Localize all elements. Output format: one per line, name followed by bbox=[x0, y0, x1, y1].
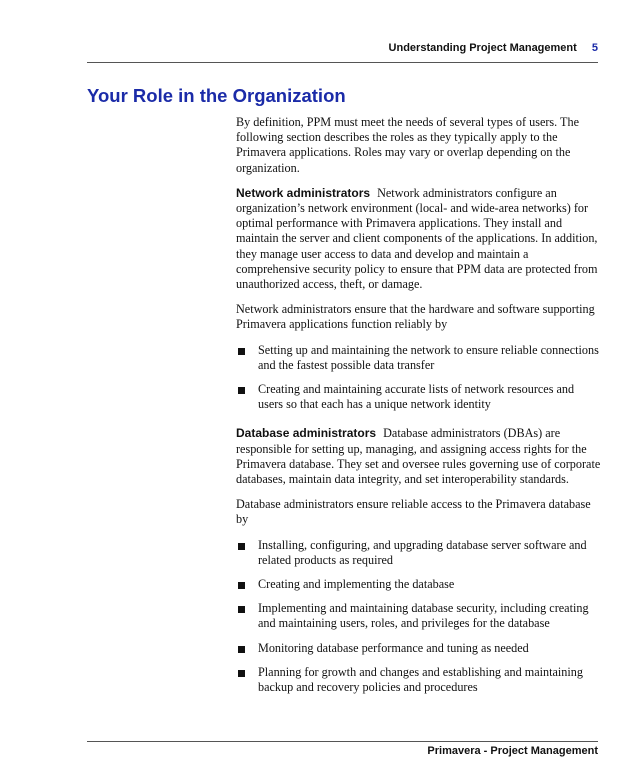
network-paragraph bbox=[236, 186, 602, 292]
list-item bbox=[236, 343, 602, 373]
database-lead: Database administrators ensure reliable access to the Primavera database by bbox=[236, 497, 591, 527]
list-item bbox=[236, 577, 602, 592]
network-body: Network administrators configure an organization’s network environment (local- and wide-area networks) for optimal performance with Primavera applications. They install and maintain the server and client components of the applications. In addition, they manage user access to data and develop and maintain a comprehensive security policy to ensure that PPM data are protected from unauthorized access, theft, or damage. bbox=[236, 185, 598, 292]
header-rule bbox=[87, 62, 598, 63]
square-bullet-icon bbox=[238, 646, 245, 653]
running-footer: Primavera - Project Management bbox=[427, 745, 598, 757]
list-item bbox=[236, 665, 602, 695]
list-item bbox=[236, 601, 602, 631]
database-bullet-list bbox=[236, 538, 602, 696]
page-number: 5 bbox=[591, 42, 598, 54]
square-bullet-icon bbox=[238, 348, 245, 355]
square-bullet-icon bbox=[238, 670, 245, 677]
section-title: Your Role in the Organization bbox=[87, 85, 346, 106]
list-item-text: Planning for growth and changes and establishing and maintaining backup and recovery policies and procedures bbox=[258, 664, 583, 695]
list-item-text: Setting up and maintaining the network to ensure reliable connections and the fastest possible data transfer bbox=[258, 342, 599, 372]
database-body: Database administrators (DBAs) are responsible for setting up, managing, and assigning access rights for the Primavera database. They set and oversee rules governing use of corporate databases, maintain data integrity, and set interoperability standards. bbox=[236, 426, 601, 487]
square-bullet-icon bbox=[238, 387, 245, 394]
square-bullet-icon bbox=[238, 543, 245, 550]
network-lead: Network administrators ensure that the hardware and software supporting Primavera applications function reliably by bbox=[236, 302, 595, 332]
list-item bbox=[236, 538, 602, 568]
running-header bbox=[389, 42, 598, 54]
list-item-text: Creating and maintaining accurate lists of network resources and users so that each has a unique network identity bbox=[258, 382, 575, 412]
list-item-text: Installing, configuring, and upgrading database server software and related products as required bbox=[258, 537, 587, 567]
network-heading: Network administrators bbox=[236, 185, 371, 200]
list-item-text: Creating and implementing the database bbox=[258, 577, 455, 592]
database-heading: Database administrators bbox=[236, 426, 377, 441]
footer-rule bbox=[87, 741, 598, 742]
list-item-text: Implementing and maintaining database security, including creating and maintaining users, roles, and privileges for the database bbox=[258, 601, 589, 631]
square-bullet-icon bbox=[238, 606, 245, 613]
list-item bbox=[236, 382, 602, 412]
body-content bbox=[236, 115, 602, 704]
list-item-text: Monitoring database performance and tuning as needed bbox=[258, 640, 529, 655]
intro-paragraph: By definition, PPM must meet the needs of several types of users. The following section describes the roles as they typically apply to the Primavera applications. Roles may vary or overlap depending on the organization. bbox=[236, 115, 579, 175]
square-bullet-icon bbox=[238, 582, 245, 589]
list-item bbox=[236, 641, 602, 656]
header-title: Understanding Project Management bbox=[388, 42, 577, 54]
database-paragraph bbox=[236, 426, 602, 487]
network-bullet-list bbox=[236, 343, 602, 413]
